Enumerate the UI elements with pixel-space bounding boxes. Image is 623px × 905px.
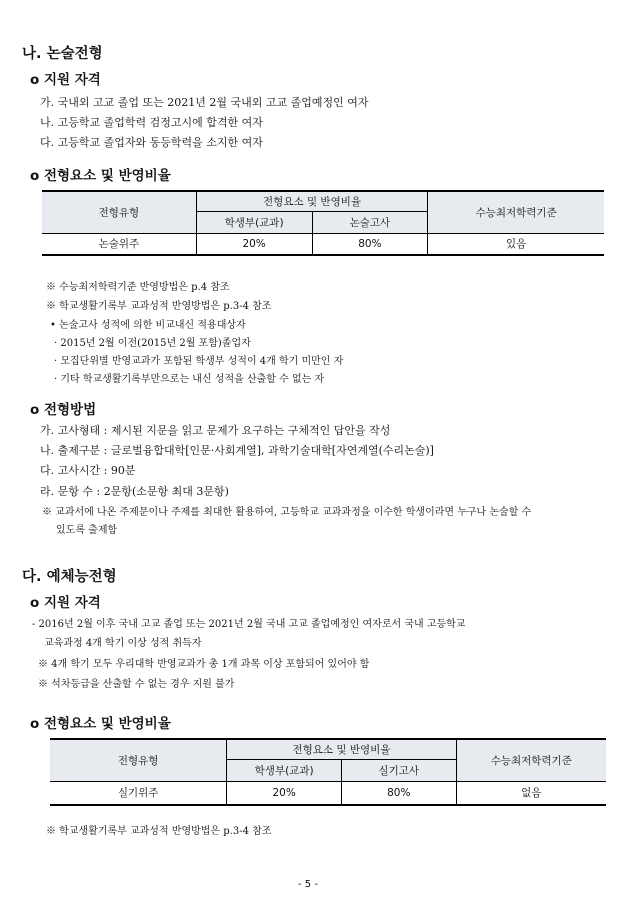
ratio-table-arts bbox=[50, 738, 606, 806]
method-item: 나. 출제구분 : 글로벌융합대학[인문·사회계열], 과학기술대학[자연계열(수리논술)] bbox=[40, 444, 434, 457]
ratio-note: ※ 수능최저학력기준 반영방법은 p.4 참조 bbox=[46, 282, 230, 293]
arts-ratio-note: ※ 학교생활기록부 교과성적 반영방법은 p.3-4 참조 bbox=[46, 826, 272, 837]
section-title-arts: 다. 예체능전형 bbox=[22, 569, 117, 585]
table-header-min: 수능최저학력기준 bbox=[428, 191, 604, 233]
ratio-note: · 모집단위별 반영교과가 포함된 학생부 성적이 4개 학기 미만인 자 bbox=[54, 356, 344, 367]
ratio-table-essay bbox=[42, 190, 604, 256]
arts-eligibility-heading: o 지원 자격 bbox=[30, 595, 101, 611]
method-note-line2: 있도록 출제함 bbox=[56, 525, 118, 536]
table-cell-type: 논술위주 bbox=[42, 233, 196, 255]
table-header-type: 전형유형 bbox=[50, 739, 227, 781]
table-header-min: 수능최저학력기준 bbox=[456, 739, 606, 781]
eligibility-item: 가. 국내외 고교 졸업 또는 2021년 2월 국내외 고교 졸업예정인 여자 bbox=[40, 96, 369, 109]
arts-eligibility-note: ※ 석차등급을 산출할 수 없는 경우 지원 불가 bbox=[38, 679, 235, 690]
method-heading: o 전형방법 bbox=[30, 402, 97, 418]
ratio-note: · 기타 학교생활기록부만으로는 내신 성적을 산출할 수 없는 자 bbox=[54, 374, 325, 385]
method-item: 가. 고사형태 : 제시된 지문을 읽고 문제가 요구하는 구체적인 답안을 작성 bbox=[40, 424, 391, 437]
table-header-col1: 학생부(교과) bbox=[196, 211, 312, 233]
table-cell-v1: 20% bbox=[196, 233, 312, 255]
method-note-line1: ※ 교과서에 나온 주제문이나 주제를 최대한 활용하여, 고등학교 교과과정을 이수한 학생이라면 누구나 논술할 수 bbox=[42, 507, 532, 518]
table-cell-type: 실기위주 bbox=[50, 781, 227, 805]
page-number: - 5 - bbox=[298, 879, 318, 890]
arts-eligibility-line2: 교육과정 4개 학기 이상 성적 취득자 bbox=[44, 638, 202, 649]
table-cell-v1: 20% bbox=[227, 781, 342, 805]
method-item: 다. 고사시간 : 90분 bbox=[40, 464, 136, 477]
table-cell-min: 있음 bbox=[428, 233, 604, 255]
table-header-col1: 학생부(교과) bbox=[227, 759, 342, 781]
table-cell-v2: 80% bbox=[341, 781, 456, 805]
ratio-note: · 2015년 2월 이전(2015년 2월 포함)졸업자 bbox=[54, 338, 251, 349]
arts-eligibility-line1: - 2016년 2월 이후 국내 고교 졸업 또는 2021년 2월 국내 고교 졸업예정인 여자로서 국내 고등학교 bbox=[32, 619, 466, 630]
table-cell-v2: 80% bbox=[312, 233, 428, 255]
table-header-col2: 논술고사 bbox=[312, 211, 428, 233]
arts-ratio-heading: o 전형요소 및 반영비율 bbox=[30, 716, 171, 732]
table-header-col2: 실기고사 bbox=[341, 759, 456, 781]
section-title-essay: 나. 논술전형 bbox=[22, 46, 103, 62]
eligibility-item: 나. 고등학교 졸업학력 검정고시에 합격한 여자 bbox=[40, 116, 263, 129]
table-header-group: 전형요소 및 반영비율 bbox=[227, 739, 456, 759]
table-cell-min: 없음 bbox=[456, 781, 606, 805]
table-header-type: 전형유형 bbox=[42, 191, 196, 233]
table-header-group: 전형요소 및 반영비율 bbox=[196, 191, 428, 211]
ratio-note: • 논술고사 성적에 의한 비교내신 적용대상자 bbox=[50, 320, 246, 331]
eligibility-heading: o 지원 자격 bbox=[30, 72, 101, 88]
ratio-heading: o 전형요소 및 반영비율 bbox=[30, 168, 171, 184]
ratio-note: ※ 학교생활기록부 교과성적 반영방법은 p.3-4 참조 bbox=[46, 301, 272, 312]
method-item: 라. 문항 수 : 2문항(소문항 최대 3문항) bbox=[40, 485, 229, 498]
eligibility-item: 다. 고등학교 졸업자와 동등학력을 소지한 여자 bbox=[40, 136, 263, 149]
arts-eligibility-note: ※ 4개 학기 모두 우리대학 반영교과가 총 1개 과목 이상 포함되어 있어야 함 bbox=[38, 659, 370, 670]
